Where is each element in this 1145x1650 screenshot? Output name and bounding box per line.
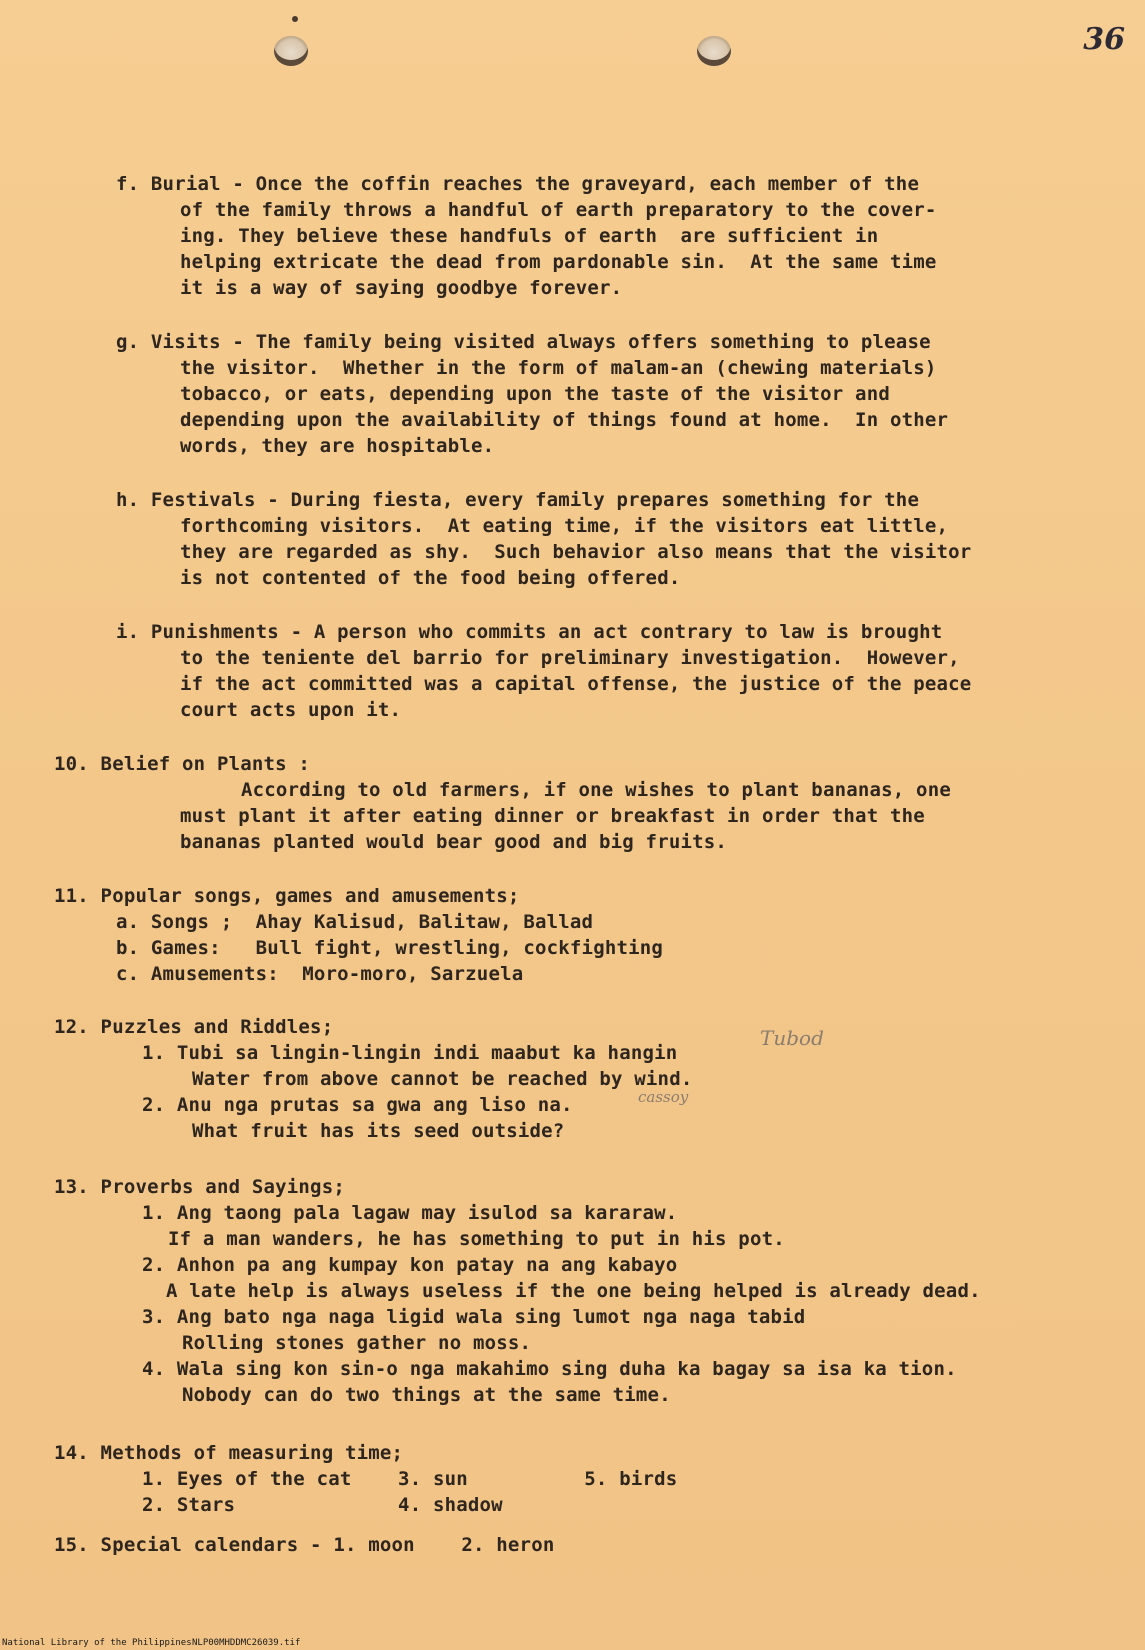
text-line: tobacco, or eats, depending upon the taste of the visitor and [180,383,890,405]
section-heading: 12. Puzzles and Riddles; [54,1016,334,1038]
text-line: court acts upon it. [180,699,402,721]
section-heading: 13. Proverbs and Sayings; [54,1176,345,1198]
text-line: A late help is always useless if the one being helped is already dead. [166,1280,981,1302]
text-line: 1. Eyes of the cat 3. sun 5. birds [142,1468,678,1490]
footer-source: National Library of the Philippines [2,1638,192,1648]
handwritten-note: Tubod [760,1026,824,1050]
punch-hole-right [697,36,731,66]
handwritten-note: cassoy [638,1088,689,1106]
punch-hole-left [274,36,308,66]
text-line: What fruit has its seed outside? [192,1120,565,1142]
text-line: to the teniente del barrio for preliminary investigation. However, [180,647,960,669]
text-line: 2. Stars 4. shadow [142,1494,503,1516]
text-line: 1. Tubi sa lingin-lingin indi maabut ka hangin [142,1042,678,1064]
section-heading: 14. Methods of measuring time; [54,1442,404,1464]
page-number: 36 [1083,22,1125,57]
text-line: the visitor. Whether in the form of malam-an (chewing materials) [180,357,937,379]
text-line: Nobody can do two things at the same time. [182,1384,671,1406]
text-line: if the act committed was a capital offense, the justice of the peace [180,673,972,695]
text-line: a. Songs ; Ahay Kalisud, Balitaw, Ballad [116,911,594,933]
text-line: is not contented of the food being offered. [180,567,681,589]
text-line: If a man wanders, he has something to put in his pot. [168,1228,785,1250]
text-line: it is a way of saying goodbye forever. [180,277,623,299]
section-heading: 10. Belief on Plants : [54,753,311,775]
footer-filename: NLP00MHDDMC26039.tif [192,1638,301,1648]
text-line: words, they are hospitable. [180,435,495,457]
text-line: c. Amusements: Moro-moro, Sarzuela [116,963,524,985]
text-line: According to old farmers, if one wishes to plant bananas, one [241,779,951,801]
text-line: ing. They believe these handfuls of earth are sufficient in [180,225,879,247]
text-line: b. Games: Bull fight, wrestling, cockfighting [116,937,664,959]
text-line: Rolling stones gather no moss. [182,1332,532,1354]
text-line: 2. Anhon pa ang kumpay kon patay na ang kabayo [142,1254,678,1276]
text-line: h. Festivals - During fiesta, every family prepares something for the [116,489,920,511]
text-line: g. Visits - The family being visited always offers something to please [116,331,931,353]
section-heading: 11. Popular songs, games and amusements; [54,885,520,907]
text-line: 4. Wala sing kon sin-o nga makahimo sing duha ka bagay sa isa ka tion. [142,1358,957,1380]
text-line: they are regarded as shy. Such behavior also means that the visitor [180,541,972,563]
text-line: 1. Ang taong pala lagaw may isulod sa kararaw. [142,1202,678,1224]
text-line: 3. Ang bato nga naga ligid wala sing lumot nga naga tabid [142,1306,806,1328]
text-line: depending upon the availability of things found at home. In other [180,409,949,431]
text-line: bananas planted would bear good and big fruits. [180,831,728,853]
text-line: must plant it after eating dinner or breakfast in order that the [180,805,925,827]
text-line: forthcoming visitors. At eating time, if the visitors eat little, [180,515,949,537]
text-line: of the family throws a handful of earth preparatory to the cover- [180,199,937,221]
text-line: i. Punishments - A person who commits an act contrary to law is brought [116,621,943,643]
text-line: Water from above cannot be reached by wind. [192,1068,693,1090]
text-line: helping extricate the dead from pardonable sin. At the same time [180,251,937,273]
section-heading: 15. Special calendars - 1. moon 2. heron [54,1534,555,1556]
text-line: 2. Anu nga prutas sa gwa ang liso na. [142,1094,573,1116]
text-line: f. Burial - Once the coffin reaches the graveyard, each member of the [116,173,920,195]
ink-dot [292,16,298,22]
